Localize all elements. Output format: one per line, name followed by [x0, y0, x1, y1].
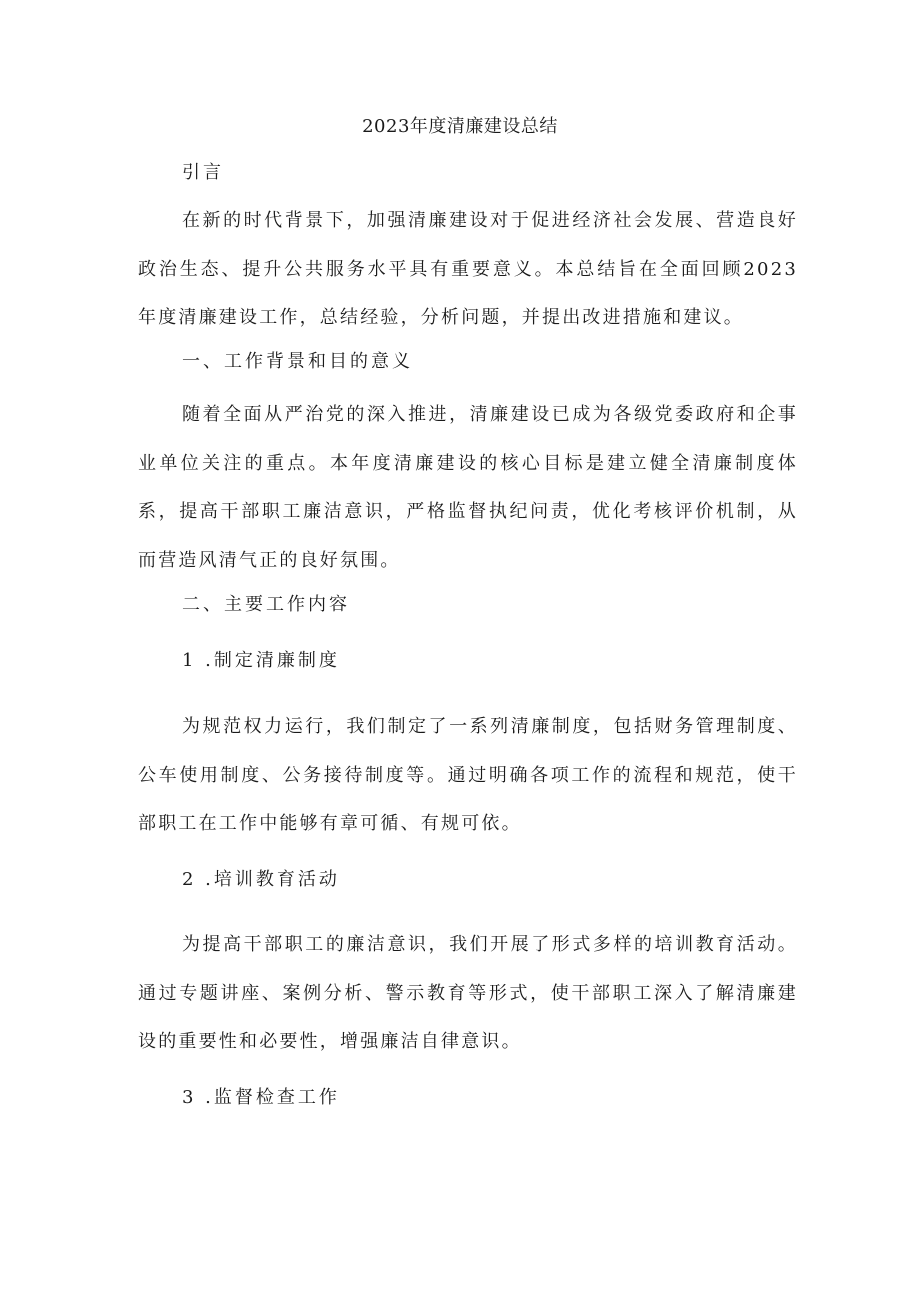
item1-heading: 1 .制定清廉制度: [182, 650, 340, 671]
item3-heading: 3 .监督检查工作: [182, 1087, 340, 1108]
section1-paragraph: 随着全面从严治党的深入推进，清廉建设已成为各级党委政府和企事业单位关注的重点。本年度清廉建设的核心目标是建立健全清廉制度体系，提高干部职工廉洁意识，严格监督执纪问责，优化考核评价机制，从而营造风清气正的良好氛围。: [138, 404, 798, 571]
item1-paragraph: 为规范权力运行，我们制定了一系列清廉制度，包括财务管理制度、公车使用制度、公务接待制度等。通过明确各项工作的流程和规范，使干部职工在工作中能够有章可循、有规可依。: [138, 716, 798, 834]
item2-heading: 2 .培训教育活动: [182, 869, 340, 890]
document-title: 2023年度清廉建设总结: [362, 116, 558, 137]
intro-paragraph: 在新的时代背景下，加强清廉建设对于促进经济社会发展、营造良好政治生态、提升公共服务水平具有重要意义。本总结旨在全面回顾2023年度清廉建设工作，总结经验，分析问题，并提出改进措施和建议。: [138, 210, 798, 328]
section1-heading: 一、工作背景和目的意义: [182, 351, 413, 372]
item2-paragraph: 为提高干部职工的廉洁意识，我们开展了形式多样的培训教育活动。通过专题讲座、案例分析、警示教育等形式，使干部职工深入了解清廉建设的重要性和必要性，增强廉洁自律意识。: [138, 934, 798, 1052]
section2-heading: 二、主要工作内容: [182, 594, 350, 615]
intro-heading: 引言: [182, 162, 224, 183]
